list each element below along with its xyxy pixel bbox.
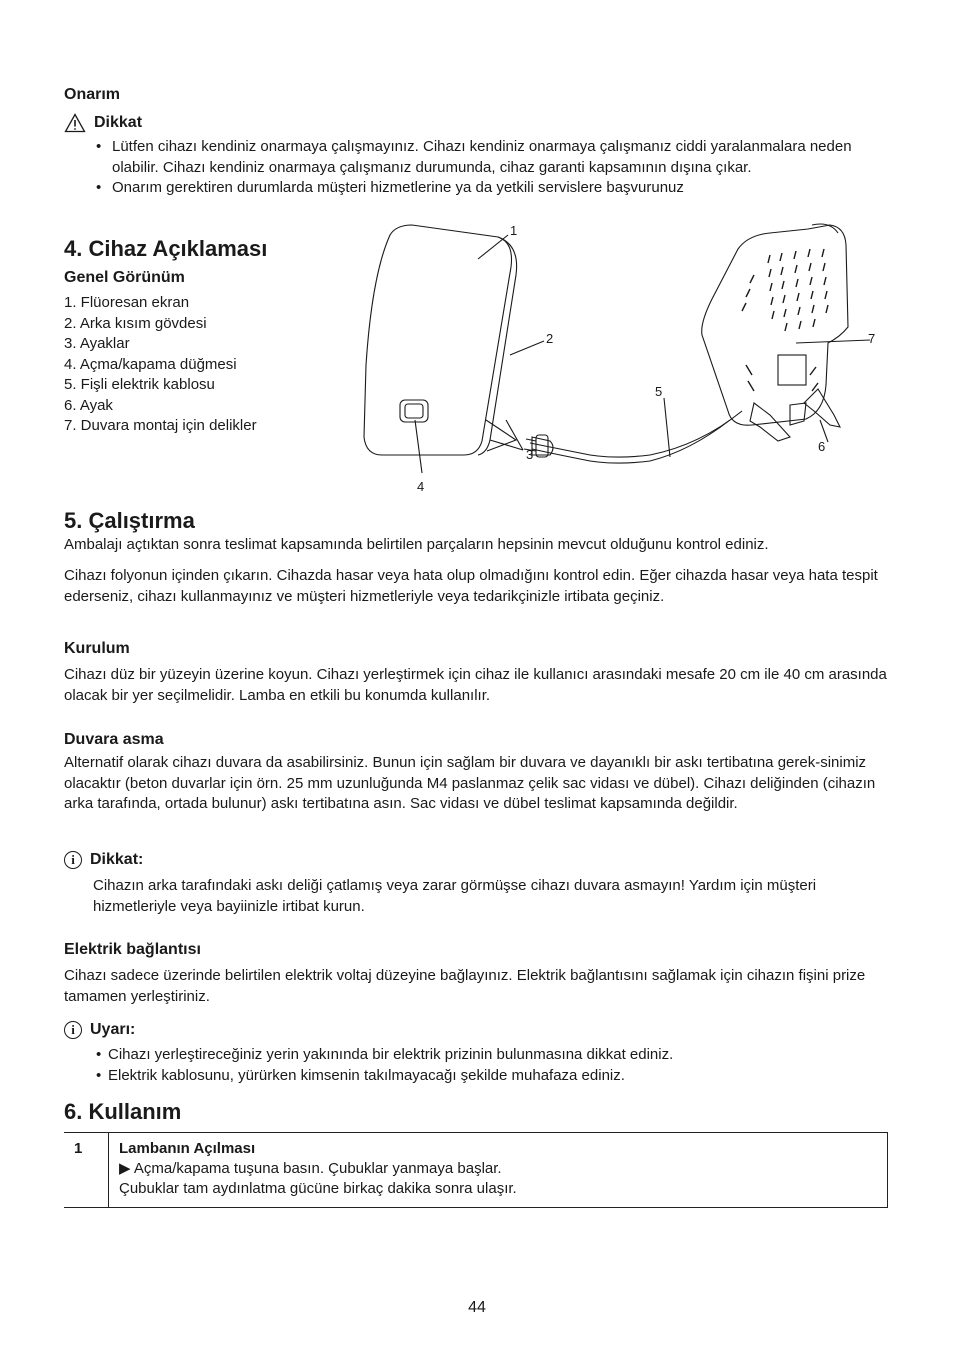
callout-6: 6 [818, 439, 826, 454]
section5-para1: Ambalajı açtıktan sonra teslimat kapsamında belirtilen parçaların hepsinin mevcut olduğunu kontrol ediniz. [64, 536, 769, 553]
section5-para2: Cihazı folyonun içinden çıkarın. Cihazda hasar veya hata olup olmadığını kontrol edin. Eğer cihazda hasar veya hata tespit ederseniz, cihazı kullanmayınız ve müşteri hizmetleriyle veya tedarikçinizle irtibata geçiniz. [64, 567, 878, 605]
info-circle-icon: i [64, 1021, 82, 1039]
steps-table [64, 1132, 888, 1208]
callout-3: 3 [526, 447, 534, 462]
step-body [109, 1133, 888, 1208]
note-label: Dikkat: [90, 851, 144, 868]
callout-7: 7 [868, 331, 876, 346]
list-item: • Onarım gerektiren durumlarda müşteri hizmetlerine ya da yetkili servislere başvurunuz [94, 178, 894, 199]
wall-heading: Duvara asma [64, 731, 164, 748]
callout-5: 5 [655, 384, 663, 399]
electric-heading: Elektrik bağlantısı [64, 941, 201, 958]
callout-2: 2 [546, 331, 554, 346]
info-circle-icon: i [64, 851, 82, 869]
list-item: 1. Flüoresan ekran [64, 294, 190, 311]
repair-warning [64, 113, 142, 133]
note-dikkat [64, 851, 143, 869]
list-item: 2. Arka kısım gövdesi [64, 314, 207, 332]
list-item: • Lütfen cihazı kendiniz onarmaya çalışmayınız. Cihazı kendiniz onarmaya çalışmanız ciddi yaralanmalara neden olabilir. Cihazı kendiniz onarmaya çalışmanız durumunda, cihaz garanti kapsamının dışına çıkar. [94, 137, 894, 178]
warning-label: Dikkat [94, 114, 143, 131]
section6-title: 6. Kullanım [64, 1099, 182, 1124]
repair-bullets [94, 137, 894, 199]
section4-subtitle: Genel Görünüm [64, 269, 185, 286]
note-uyari [64, 1021, 135, 1039]
wall-text: Alternatif olarak cihazı duvara da asabilirsiniz. Bunun için sağlam bir duvara ve dayanıklı bir askı tertibatına gerek-sinimiz olacaktır (beton duvarlar için örn. 25 mm uzunluğunda M4 paslanmaz çelik sac vidası ve dübel). Cihazı deliğinden (cihazın arka tarafında, ortada bulunur) askı tertibatına asın. Sac vidası ve dübel teslimat kapsamında değildir. [64, 754, 876, 812]
callout-1: 1 [510, 223, 518, 238]
callout-4: 4 [417, 479, 425, 494]
setup-text: Cihazı düz bir yüzeyin üzerine koyun. Cihazı yerleştirmek için cihaz ile kullanıcı arasındaki mesafe 20 cm ile 40 cm arasında olacak bir yer seçilmelidir. Lamba en etkili bu konumda kullanılır. [64, 666, 887, 704]
parts-list [64, 293, 354, 437]
step-line: ▶ Açma/kapama tuşuna basın. Çubuklar yanmaya başlar. [119, 1160, 502, 1177]
step-line: Çubuklar tam aydınlatma gücüne birkaç dakika sonra ulaşır. [119, 1180, 517, 1197]
step-title: Lambanın Açılması [119, 1140, 256, 1157]
note-uyari-bullets [96, 1045, 876, 1086]
warning-triangle-icon [64, 113, 86, 133]
lamp-front-body [364, 225, 512, 455]
table-row [64, 1133, 888, 1208]
list-item: 6. Ayak [64, 396, 113, 414]
page-number: 44 [468, 1299, 486, 1316]
list-item: 5. Fişli elektrik kablosu [64, 376, 215, 393]
back-label [778, 355, 806, 385]
setup-heading: Kurulum [64, 640, 130, 657]
electric-text: Cihazı sadece üzerinde belirtilen elektrik voltaj düzeyine bağlayınız. Elektrik bağlantısını sağlamak için cihazın fişini prize tamamen yerleştiriniz. [64, 967, 866, 1005]
power-button-shape [400, 400, 428, 422]
list-item: 3. Ayaklar [64, 335, 130, 352]
repair-heading: Onarım [64, 86, 121, 103]
list-item: 4. Açma/kapama düğmesi [64, 355, 237, 373]
section4-title: 4. Cihaz Açıklaması [64, 236, 268, 261]
device-illustration [350, 215, 900, 500]
list-item: 7. Duvara montaj için delikler [64, 417, 257, 434]
section5-title: 5. Çalıştırma [64, 508, 195, 533]
list-item: • Elektrik kablosunu, yürürken kimsenin takılmayacağı şekilde muhafaza ediniz. [96, 1066, 876, 1087]
step-number: 1 [64, 1133, 109, 1208]
list-item: • Cihazı yerleştireceğiniz yerin yakınında bir elektrik prizinin bulunmasına dikkat ediniz. [96, 1045, 876, 1066]
note-dikkat-text: Cihazın arka tarafındaki askı deliği çatlamış veya zarar görmüşse cihazı duvara asmayın! Yardım için müşteri hizmetleriyle veya bayiinizle irtibat kurun. [93, 877, 817, 915]
lamp-back-body [702, 225, 848, 425]
note-label: Uyarı: [90, 1021, 136, 1038]
